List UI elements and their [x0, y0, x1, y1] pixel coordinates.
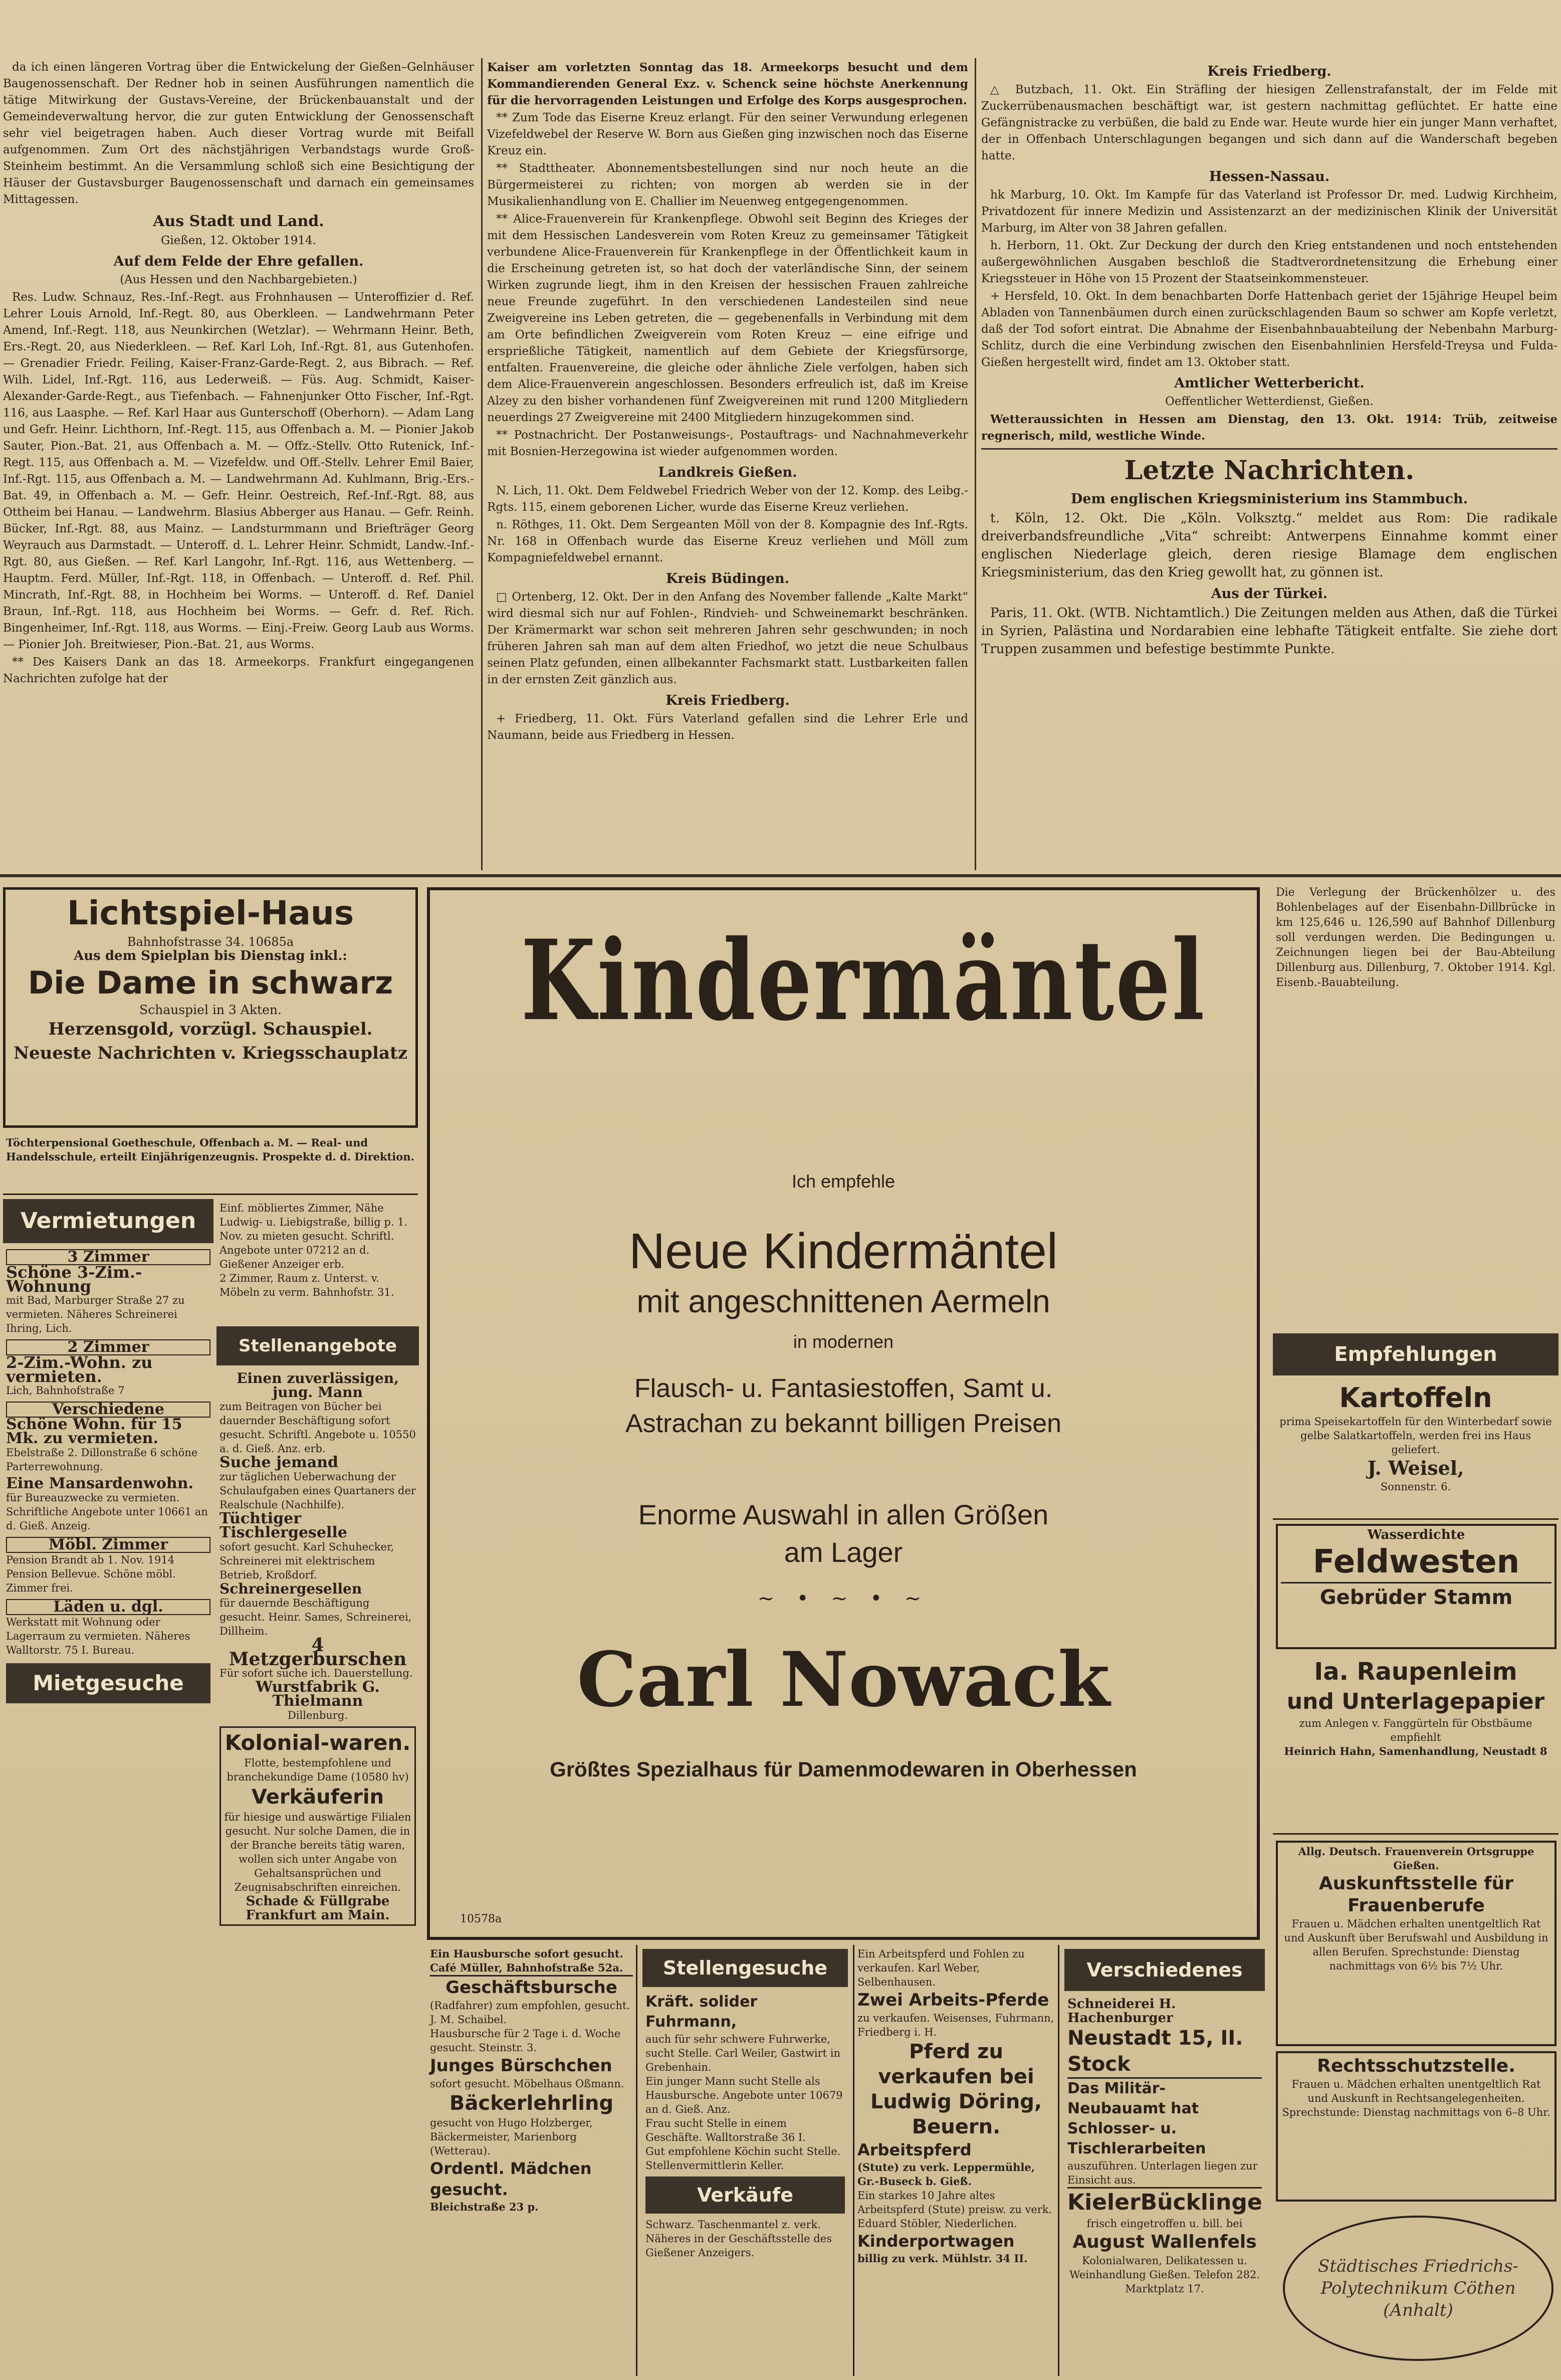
eisenbahn-notice: [1273, 883, 1558, 1329]
right-p3: h. Herborn, 11. Okt. Zur Deckung der durch den Krieg entstandenen und noch entstehenden außergewöhnlichen Ausgaben beschloß die Stadtverordnetensitzung die Erhebung einer Kriegssteuer in Höhe von 15 Prozent der Staatseinkommensteuer.: [981, 239, 1557, 285]
left-closing: ** Des Kaisers Dank an das 18. Armeekorps. Frankfurt eingegangenen Nachrichten zufolge hat der: [3, 656, 474, 685]
militaer-text: auszuführen. Unterlagen liegen zur Einsicht aus.: [1067, 2160, 1258, 2186]
hachenburger-title: Schneiderei H. Hachenburger: [1067, 1997, 1176, 2026]
verkaeuferin-title: Verkäuferin: [251, 1786, 384, 1809]
divider: [981, 448, 1557, 450]
column-rule: [481, 58, 483, 870]
middle-p5: N. Lich, 11. Okt. Dem Feldwebel Friedrich Weber von der 12. Komp. des Leibg.-Rgts. 115, einem geborenen Licher, wurde das Eiserne Kreuz verliehen.: [487, 484, 968, 514]
furnished-text: Pension Brandt ab 1. Nov. 1914 Pension Bellevue. Schöne möbl. Zimmer frei.: [6, 1554, 176, 1594]
zimmer2-gesucht: 2 Zimmer, Raum z. Unterst. v. Möbeln zu verm. Bahnhofstr. 31.: [219, 1272, 394, 1298]
section-title: Aus Stadt und Land.: [153, 213, 324, 230]
rooms-3-title: Schöne 3-Zim.-Wohnung: [6, 1263, 142, 1296]
zwei-pferde-text: zu verkaufen. Weisenses, Fuhrmann, Friedberg i. H.: [857, 2012, 1054, 2038]
fuhrmann-text: auch für sehr schwere Fuhrwerke, sucht Stelle. Carl Weiler, Gastwirt in Grebenhain.: [645, 2033, 841, 2073]
weather-title: Amtlicher Wetterbericht.: [1174, 375, 1365, 391]
mansard-text: für Bureauzwecke zu vermieten. Schriftliche Angebote unter 10661 an d. Gieß. Anzeig.: [6, 1492, 208, 1532]
feldwesten-ad: [1276, 1524, 1556, 1649]
kartoffeln-text: prima Speisekartoffeln für den Winterbedarf sowie gelbe Salatkartoffeln, werden frei ins Haus geliefert.: [1279, 1416, 1552, 1456]
verkaeuferin-text: für hiesige und auswärtige Filialen gesucht. Nur solche Damen, die in der Branche bereits tätig waren, wollen sich unter Angabe von Gehaltsansprüchen und Zeugnisabschriften einreichen.: [224, 1811, 411, 1893]
arbeitspferd-ad: Ein Arbeitspferd und Fohlen zu verkaufen. Karl Weber, Selbenhausen.: [857, 1948, 1025, 1988]
hausbursche2-ad: Hausbursche für 2 Tage i. d. Woche gesucht. Steinstr. 3.: [430, 2028, 621, 2054]
left-intro: da ich einen längeren Vortrag über die Entwickelung der Gießen–Gelnhäuser Baugenossenschaft. Der Redner hob in seinen Ausführungen namentlich die tätige Mitwirkung der Gustavs-Vereine, der Brückenbauanstalt und der Gemeindeverwaltung hervor, die zur guten Entwicklung der Genossenschaft sehr viel beigetragen haben. Auch dieser Vortrag wurde mit Beifall aufgenommen. Zum Ort des nächstjährigen Verbandstags wurde Groß-Steinheim bestimmt. An die Versammlung schloß sich eine Besichtigung der Häuser der Gustavsburger Baugenossenschaft und darnach ein gemeinsames Mittagessen.: [3, 61, 474, 206]
school-text: Töchterpensional Goetheschule, Offenbach a. M. — Real- und Handelsschule, erteilt Einjährigenzeugnis. Prospekte d. d. Direktion.: [6, 1136, 414, 1163]
job-wurst-title: Wurstfabrik G. Thielmann: [256, 1678, 380, 1710]
latest-news-p1: t. Köln, 12. Okt. Die „Köln. Volksztg.“ meldet aus Rom: Die radikale dreiverbandsfreundliche „Vita“ schreibt: Antwerpens Einnahme kommt einer englischen Niederlage gleich, deren riesige Blamage dem englischen Kriegsministerium, das den Krieg gewollt hat, zu gönnen ist.: [981, 511, 1557, 580]
taschenmantel-ad: Schwarz. Taschenmantel z. verk. Näheres in der Geschäftsstelle des Gießener Anzeigers.: [645, 2219, 832, 2259]
polytechnikum-stamp: [1283, 2216, 1553, 2361]
banner-stellengesuche: Stellengesuche: [642, 1949, 848, 1987]
main-choice: Enorme Auswahl in allen Größen: [638, 1499, 1049, 1530]
rooms-2-text: Lich, Bahnhofstraße 7: [6, 1384, 125, 1397]
koechin-ad: Gut empfohlene Köchin sucht Stelle. Stellenvermittlerin Keller.: [645, 2145, 841, 2171]
middle-intro: Kaiser am vorletzten Sonntag das 18. Armeekorps besucht und dem Kommandierenden General Exz. v. Schenck seine höchste Anerkennung für die hervorragenden Leistungen und Erfolge des Korps ausgesprochen.: [487, 61, 968, 107]
right-p2: hk Marburg, 10. Okt. Im Kampfe für das Vaterland ist Professor Dr. med. Ludwig Kirchheim, Privatdozent für innere Medizin und Assistenzarzt an der medizinischen Klinik der Universität Marburg, im Alter von 38 Jahren gefallen.: [981, 188, 1557, 235]
rechtsschutz-ad: [1276, 2051, 1556, 2202]
middle-p2: ** Stadttheater. Abonnementsbestellungen sind nur noch heute an die Bürgermeisterei zu richten; von morgen ab werden sie in der Musikalienhandlung von E. Challier im Neuenweg entgegengenommen.: [487, 162, 968, 208]
kino-title: Lichtspiel-Haus: [67, 894, 354, 932]
rooms-various-title: Schöne Wohn. für 15 Mk. zu vermieten.: [6, 1416, 182, 1447]
hachenburger-address: Neustadt 15, II. Stock: [1067, 2027, 1243, 2076]
kino-address: Bahnhofstrasse 34.: [127, 935, 245, 949]
rooms-various-text: Ebelstraße 2. Dillonstraße 6 schöne Parterrewohnung.: [6, 1447, 198, 1473]
militaer-title: Das Militär-Neubauamt hat Schlosser- u. Tischlerarbeiten: [1067, 2077, 1262, 2159]
rooms-various-header: Verschiedene: [6, 1402, 210, 1418]
school-ad: [3, 1134, 418, 1195]
main-ref: 10578a: [460, 1913, 502, 1925]
banner-stellenangebote: Stellenangebote: [216, 1326, 419, 1365]
job-tischler-text: sofort gesucht. Karl Schuhecker, Schreinerei mit elektrischem Betrieb, Kroßdorf.: [219, 1541, 394, 1581]
banner-verschiedenes: Verschiedenes: [1064, 1949, 1265, 1991]
wallenfels-title: August Wallenfels: [1072, 2232, 1257, 2252]
latest-news-title: Letzte Nachrichten.: [1124, 455, 1415, 486]
pferde-col: [853, 1945, 1059, 2376]
rooms-3-text: mit Bad, Marburger Straße 27 zu vermieten. Näheres Schreinerei Ihring, Lich.: [6, 1294, 185, 1334]
kartoffeln-address: Sonnenstr. 6.: [1380, 1481, 1451, 1493]
hausbursche-ad: Ein Hausbursche sofort gesucht. Café Müller, Bahnhofstraße 52a.: [430, 1947, 623, 1974]
stellenangebote-list: [216, 1369, 419, 1976]
arbeitspferd2-title: Arbeitspferd: [857, 2140, 972, 2159]
kreis-buedingen: Kreis Büdingen.: [665, 571, 790, 586]
schade-firm: Schade & Füllgrabe Frankfurt am Main.: [246, 1894, 390, 1923]
maedchen-title: Ordentl. Mädchen gesucht.: [430, 2159, 592, 2199]
main-headline: Kindermäntel: [521, 915, 1206, 1045]
main-product2: mit angeschnittenen Aermeln: [636, 1283, 1050, 1319]
job-metzger-text: Für sofort suche ich. Dauerstellung.: [219, 1667, 413, 1679]
kartoffeln-ad: [1273, 1379, 1558, 1520]
main-fabrics: Flausch- u. Fantasiestoffen, Samt u.: [634, 1374, 1053, 1403]
banner-verkaeufe: Verkäufe: [645, 2176, 845, 2214]
latest-news-p2: Paris, 11. Okt. (WTB. Nichtamtlich.) Die Zeitungen melden aus Athen, daß die Türkei in Syrien, Palästina und Nordarabien eine lebhafte Tätigkeit entfalte. Sie ziehe dort Truppen zusammen und befestige bestimmte Punkte.: [981, 606, 1557, 657]
maedchen-text: Bleichstraße 23 p.: [430, 2201, 539, 2213]
right-kreis: Kreis Friedberg.: [1207, 64, 1331, 79]
stute-ad: Ein starkes 10 Jahre altes Arbeitspferd (Stute) preisw. zu verk. Eduard Stöbler, Niederlichen.: [857, 2190, 1052, 2230]
honor-list: Res. Ludw. Schnauz, Res.-Inf.-Regt. aus Frohnhausen — Unteroffizier d. Ref. Lehrer Louis Arnold, Inf.-Regt. 80, aus Oberkleen. — Landwehrmann Peter Amend, Inf.-Regt. 118, aus Neunkirchen (Wetzlar). — Wehrmann Heinr. Beth, Ers.-Regt. 20, aus Niederkleen. — Ref. Karl Loh, Inf.-Rgt. 81, aus Gutenhofen. — Grenadier Friedr. Feiling, Kaiser-Franz-Garde-Regt. 2, aus Bibrach. — Ref. Wilh. Lidel, Inf.-Rgt. 116, aus Lederweiß. — Füs. Aug. Schmidt, Kaiser-Alexander-Garde-Regt., aus Tiefenbach. — Fahnenjunker Otto Fischer, Inf.-Rgt. 116, aus Laasphe. — Ref. Karl Haar aus Gunterschoff (Oberhorn). — Adam Lang und Gefr. Heinr. Lichthorn, Inf.-Regt. 115, aus Offenbach a. M. — Pionier Jakob Sauter, Pion.-Bat. 21, aus Offenbach a. M. — Offz.-Stellv. Otto Rutenick, Inf.-Regt. 115, aus Offenbach a. M. — Vizefeldw. und Off.-Stellv. Lehrer Emil Baier, Inf.-Rgt. 115, aus Offenbach a. M. — Landwehrmann Ad. Kuhlmann, Brig.-Ers.-Bat. 49, in Offenbach a. M. — Gefr. Heinr. Oestreich, Ref.-Inf.-Rgt. 88, aus Ottheim bei Hanau. — Landwehrm. Blasius Abberger aus Hanau. — Gefr. Reinh. Bücker, Inf.-Rgt. 88, aus Mainz. — Landsturmmann und Briefträger Georg Weyrauch aus Darmstadt. — Unteroff. d. L. Lehrer Heinr. Schmidt, Landw.-Inf.-Rgt. 80, aus Gießen. — Ref. Karl Langohr, Inf.-Rgt. 116, aus Wettenberg. — Hauptm. Ferd. Müller, Inf.-Rgt. 118, in Offenbach. — Unteroff. d. Ref. Phil. Mincrath, Inf.-Rgt. 88, in Hochheim bei Worms. — Unteroff. d. Ref. Daniel Braun, Inf.-Rgt. 118, aus Hochheim bei Worms. — Gefr. d. Ref. Rich. Bingenheimer, Inf.-Rgt. 118, aus Worms. — Einj.-Freiw. Georg Laub aus Worms. — Pionier Joh. Breitwieser, Pion.-Bat. 21, aus Worms.: [3, 291, 474, 651]
job-tischler-title: Tüchtiger Tischlergeselle: [219, 1510, 347, 1541]
job-schreiner-title: Schreinergesellen: [219, 1580, 362, 1597]
frau-ad: Frau sucht Stelle in einem Geschäfte. Walltorstraße 36 I.: [645, 2117, 806, 2143]
kolonial-title: Kolonial-waren.: [225, 1730, 411, 1755]
right-p1: △ Butzbach, 11. Okt. Ein Sträfling der hiesigen Zellenstrafanstalt, der im Felde mit Zuckerrübenausmachen beschäftigt war, ist gestern nachmittag geflüchtet. Er hatte eine Gefängnistracke zu verbüßen, die bald zu Ende war. Heute wurde hier ein junger Mann verhaftet, der in Offenbach Unterschlagungen begangen und sich dann auf die Wanderschaft begeben hatte.: [981, 83, 1557, 162]
middle-p7: □ Ortenberg, 12. Okt. Der in den Anfang des November fallende „Kalte Markt“ wird diesmal sich nur auf Fohlen-, Rindvieh- und Schweinemarkt beschränken. Der Krämermarkt war schon seit mehreren Jahren sehr geschwunden; in noch früheren Jahren sah man auf dem alten Friedhof, wo jetzt die neue Schulbaus seinen Platz gefunden, einen allbekannter Fachsmarkt statt. Lustbarkeiten fallen in der ernsten Zeit gänzlich aus.: [487, 590, 968, 686]
job-schreiner-text: für dauernde Beschäftigung gesucht. Heinr. Sames, Schreinerei, Dillheim.: [219, 1597, 412, 1637]
kino-program: Aus dem Spielplan bis Dienstag inkl.:: [74, 948, 347, 963]
rooms-2-header: 2 Zimmer: [6, 1339, 210, 1355]
buerschchen-title: Junges Bürschchen: [430, 2056, 612, 2076]
banner-empfehlungen: Empfehlungen: [1273, 1333, 1558, 1375]
kolonial-text: Flotte, bestempfohlene und branchekundige Dame (10580 hv): [227, 1757, 409, 1783]
weather-text: Wetteraussichten in Hessen am Dienstag, den 13. Okt. 1914: Trüb, zeitweise regnerisch, mild, westliche Winde.: [981, 413, 1557, 443]
rooms-3-header: 3 Zimmer: [6, 1249, 210, 1265]
fuhrmann-title: Kräft. solider Fuhrmann,: [645, 1993, 758, 2031]
left-column: [3, 59, 474, 871]
pferd-ad: Pferd zu verkaufen bei Ludwig Döring, Beuern.: [870, 2040, 1042, 2138]
kolonial-ad: [219, 1726, 416, 1926]
kartoffeln-title: Kartoffeln: [1339, 1382, 1492, 1414]
kreis-giessen: Landkreis Gießen.: [658, 465, 797, 480]
middle-p3: ** Alice-Frauenverein für Krankenpflege. Obwohl seit Beginn des Krieges der mit dem Hessischen Landesverein vom Roten Kreuz zu gemeinsamer Tätigkeit verbundene Alice-Frauenverein für Krankenpflege in der Öffentlichkeit kaum in die Erscheinung getreten ist, so hat doch der vaterländische Sinn, der seinem Wirken zugrunde liegt, ihm in den Kreisen der hessischen Frauen zahlreiche neue Freunde zugeführt. In den verschiedenen Landesteilen sind neue Zweigvereine ins Leben getreten, die — gegebenenfalls in Verbindung mit dem am Orte befindlichen Zweigverein vom Roten Kreuz — eine eifrige und ersprießliche Tätigkeit, namentlich auf dem Gebiete der Kriegsfürsorge, entfalten. Frauenvereine, die gleiche oder ähnliche Ziele verfolgen, haben sich dem Alice-Frauenverein angeschlossen. Besonders erfreulich ist, daß im Kreise Alzey zu den bisher vorhandenen fünf Zweigvereinen mit rund 1200 Mitgliedern neuerdings 27 Zweigvereine mit 2400 Mitgliedern hinzugekommen sind.: [487, 213, 968, 424]
dateline: Gießen, 12. Oktober 1914.: [160, 234, 316, 247]
hessen-nassau: Hessen-Nassau.: [1209, 169, 1330, 184]
mansard-title: Eine Mansardenwohn.: [6, 1475, 193, 1492]
honor-subtitle: (Aus Hessen und den Nachbargebieten.): [120, 273, 357, 286]
main-firm: Carl Nowack: [577, 1636, 1110, 1724]
frauen-title: Auskunftsstelle für Frauenberufe: [1318, 1873, 1514, 1916]
frauen-ad: [1276, 1841, 1556, 2046]
feldwesten-title: Feldwesten: [1312, 1543, 1520, 1580]
rechtsschutz-text: Frauen u. Mädchen erhalten unentgeltlich Rat und Auskunft in Rechtsangelegenheiten. Sprechstunde: Dienstag nachmittags von 6–8 Uhr.: [1282, 2078, 1550, 2118]
geschaeftsbursche-title: Geschäftsbursche: [430, 1975, 633, 1999]
frauen-text: Frauen u. Mädchen erhalten unentgeltlich Rat und Auskunft über Berufswahl und Ausbildung in allen Berufen. Sprechstunde: Dienstag nachmittags von 6½ bis 7½ Uhr.: [1284, 1918, 1548, 1972]
zwei-pferde-title: Zwei Arbeits-Pferde: [857, 1990, 1049, 2010]
middle-column: [487, 59, 968, 871]
unterlage-firm: Heinrich Hahn, Samenhandlung, Neustadt 8: [1284, 1745, 1547, 1757]
kieler-title: KielerBücklinge: [1067, 2187, 1262, 2217]
main-stock: am Lager: [784, 1536, 903, 1568]
shops-text: Werkstatt mit Wohnung oder Lagerraum zu vermieten. Näheres Walltorstr. 75 I. Bureau.: [6, 1616, 190, 1656]
shops-header: Läden u. dgl.: [6, 1599, 210, 1615]
job-mann-title: Einen zuverlässigen, jung. Mann: [237, 1370, 399, 1401]
kino-film: Die Dame in schwarz: [28, 964, 393, 1001]
eisenbahn-text: Die Verlegung der Brückenhölzer u. des Bohlenbelages auf der Eisenbahn-Dillbrücke in km 125,646 u. 126,590 auf Bahnhof Dillenburg soll verdungen werden. Die Bedingungen u. Zeichnungen liegen bei der Bau-Abteilung Dillenburg aus. Dillenburg, 7. Oktober 1914. Kgl. Eisenb.-Bauabteilung.: [1276, 886, 1555, 989]
kindermaentel-ad: [427, 887, 1260, 1940]
kinderwagen-title: Kinderportwagen: [857, 2232, 1015, 2251]
wallenfels-text: Kolonialwaren, Delikatessen u. Weinhandlung Gießen. Telefon 282. Marktplatz 17.: [1069, 2255, 1260, 2295]
middle-p8: + Friedberg, 11. Okt. Fürs Vaterland gefallen sind die Lehrer Erle und Naumann, beide aus Friedberg in Hessen.: [487, 712, 968, 742]
middle-p4: ** Postnachricht. Der Postanweisungs-, Postauftrags- und Nachnahmeverkehr mit Bosnien-Herzegowina ist wieder aufgenommen worden.: [487, 429, 968, 458]
unterlage-text: zum Anlegen v. Fanggürteln für Obstbäume empfiehlt: [1299, 1717, 1532, 1743]
job-wurst-text: Dillenburg.: [287, 1709, 348, 1721]
middle-p1: ** Zum Tode das Eiserne Kreuz erlangt. Für den seiner Verwundung erlegenen Vizefeldwebel der Reserve W. Born aus Gießen ging inzwischen noch das Eiserne Kreuz ein.: [487, 111, 968, 157]
honor-title: Auf dem Felde der Ehre gefallen.: [113, 254, 364, 269]
kreis-friedberg: Kreis Friedberg.: [665, 693, 790, 708]
ornament: ~ • ~ • ~: [757, 1587, 930, 1610]
furnished-header: Möbl. Zimmer: [6, 1537, 210, 1553]
weather-source: Oeffentlicher Wetterdienst, Gießen.: [1165, 395, 1374, 408]
right-column: [981, 59, 1557, 871]
stamp-text: Städtisches Friedrichs-Polytechnikum Cöthen (Anhalt): [1318, 2256, 1518, 2320]
column-rule: [975, 58, 976, 870]
right-p4: + Hersfeld, 10. Okt. In dem benachbarten Dorfe Hattenbach geriet der 15jährige Heupel beim Abladen von Tannenbäumen durch einen zurückschlagenden Baum so schwer am Kopfe verletzt, daß der Tod sofort eintrat. Die Abnahme der Eisenbahnbauabteilung der Nebenbahn Marburg-Schlitz, durch die eine Verbindung zwischen den Eisenbahnlinien Hersfeld-Treysa und Fulda-Gießen hergestellt wird, findet am 13. Oktober statt.: [981, 290, 1557, 369]
baecker-title: Bäckerlehrling: [449, 2092, 614, 2115]
junger-mann-ad: Ein junger Mann sucht Stelle als Hausbursche. Angebote unter 10679 an d. Gieß. Anz.: [645, 2075, 843, 2115]
raupenleim-ad: [1273, 1654, 1558, 1835]
middle-p6: n. Röthges, 11. Okt. Dem Sergeanten Möll von der 8. Kompagnie des Inf.-Rgts. Nr. 168 in Offenbach wurde das Eiserne Kreuz verliehen und Möll zum Kompagniefeldwebel ernannt.: [487, 518, 968, 564]
kino-news: Neueste Nachrichten v. Kriegsschauplatz: [13, 1043, 408, 1063]
main-in: in modernen: [793, 1331, 894, 1352]
job-metzger-title: 4 Metzgerburschen: [229, 1635, 407, 1670]
main-recommend: Ich empfehle: [791, 1171, 896, 1192]
kinderwagen-text: billig zu verk. Mühlstr. 34 II.: [857, 2252, 1028, 2265]
geschaeftsbursche-text: (Radfahrer) zum empfohlen, gesucht. J. M. Schaibel.: [430, 2000, 630, 2026]
zimmer-gesucht: Einf. möbliertes Zimmer, Nähe Ludwig- u. Liebigstraße, billig p. 1. Nov. zu mieten gesucht. Schriftl. Angebote unter 07212 an d. Gießener Anzeiger erb.: [219, 1202, 408, 1270]
kino-ref: 10685a: [248, 935, 294, 949]
feldwesten-pre: Wasserdichte: [1367, 1527, 1465, 1542]
verschiedenes-col: [1064, 1995, 1265, 2376]
main-tagline: Größtes Spezialhaus für Damenmodewaren in Oberhessen: [550, 1757, 1137, 1781]
baecker-text: gesucht von Hugo Holzberger, Bäckermeister, Marienborg (Wetterau).: [430, 2117, 593, 2157]
job-mann-text: zum Beitragen von Bücher bei dauernder Beschäftigung sofort gesucht. Schriftl. Angebote u. 10550 a. d. Gieß. Anz. erb.: [219, 1401, 416, 1455]
job-suche-text: zur täglichen Ueberwachung der Schulaufgaben eines Quartaners der Realschule (Nachhilfe).: [219, 1471, 416, 1511]
section-rule: [0, 874, 1561, 877]
turkey-title: Aus der Türkei.: [1211, 586, 1328, 602]
unterlage-title: und Unterlagepapier: [1286, 1689, 1545, 1714]
latest-news-sub: Dem englischen Kriegsministerium ins Stammbuch.: [1070, 491, 1468, 507]
arbeitspferd2-text: (Stute) zu verk. Leppermühle, Gr.-Buseck b. Gieß.: [857, 2161, 1035, 2188]
job-suche-title: Suche jemand: [219, 1454, 338, 1471]
gesuche-col: [427, 1945, 637, 2376]
rooms-2-title: 2-Zim.-Wohn. zu vermieten.: [6, 1353, 153, 1386]
rechtsschutz-title: Rechtsschutzstelle.: [1317, 2056, 1515, 2076]
feldwesten-firm: Gebrüder Stamm: [1281, 1582, 1551, 1612]
main-fabrics2: Astrachan zu bekannt billigen Preisen: [625, 1409, 1062, 1438]
banner-mietgesuche: Mietgesuche: [6, 1663, 210, 1703]
raupenleim-title: Ia. Raupenleim: [1314, 1658, 1517, 1686]
kino-film-sub: Schauspiel in 3 Akten.: [139, 1003, 282, 1017]
kieler-text: frisch eingetroffen u. bill. bei: [1086, 2218, 1243, 2230]
kino-second: Herzensgold, vorzügl. Schauspiel.: [48, 1019, 373, 1039]
frauen-org: Allg. Deutsch. Frauenverein Ortsgruppe Gießen.: [1298, 1845, 1534, 1872]
buerschchen-text: sofort gesucht. Möbelhaus Oßmann.: [430, 2078, 624, 2090]
main-product: Neue Kindermäntel: [628, 1223, 1058, 1279]
vermietungen-list: [3, 1247, 213, 1976]
stellengesuche-col: [642, 1990, 848, 2376]
stellen-top: [216, 1199, 419, 1324]
kino-ad: [3, 887, 418, 1128]
banner-vermietungen: Vermietungen: [3, 1199, 213, 1243]
kartoffeln-firm: J. Weisel,: [1367, 1457, 1464, 1479]
